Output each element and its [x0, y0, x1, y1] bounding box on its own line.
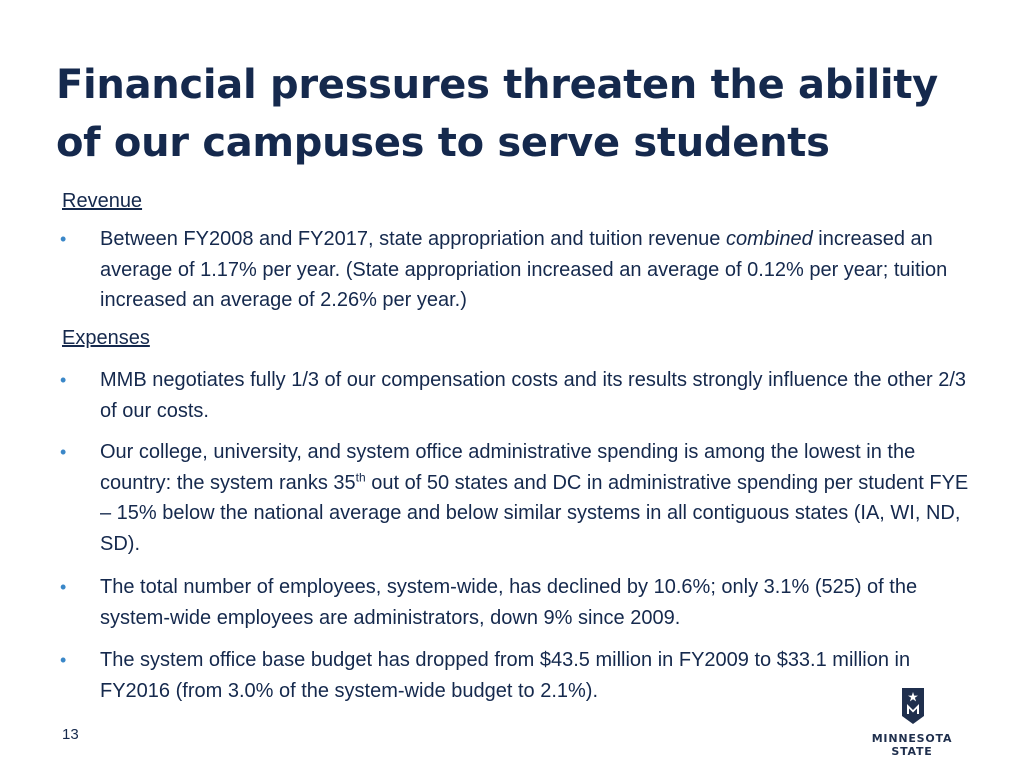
expenses-bullet-4-text: The system office base budget has dropped from $43.5 million in FY2009 to $33.1 million in FY2016 (from 3.0% of the system-wide budget to 2.1%). [100, 649, 911, 702]
minnesota-state-logo-icon [902, 688, 924, 724]
expenses-bullet-2-text-a: Our college, university, and system office administrative spending is among the lowest in the country: the system ranks 35 [100, 441, 916, 494]
expenses-bullet-2 [60, 437, 970, 559]
bullet-icon: • [60, 577, 67, 597]
expenses-heading: Expenses [62, 327, 150, 349]
expenses-bullet-4 [60, 645, 970, 706]
bullet-icon: • [60, 370, 67, 390]
bullet-icon: • [60, 650, 67, 670]
logo-text: MINNESOTA STATE [871, 732, 953, 758]
expenses-bullet-2-text-b: out of 50 states and DC in administrative spending per student FYE – 15% below the national average and below similar systems in all contiguous states (IA, WI, ND, SD). [100, 471, 969, 555]
revenue-heading: Revenue [62, 190, 143, 212]
bullet-icon: • [60, 442, 67, 462]
superscript-th: th [355, 469, 366, 484]
expenses-bullet-1-text: MMB negotiates fully 1/3 of our compensation costs and its results strongly influence the other 2/3 of our costs. [100, 369, 967, 422]
revenue-bullet-1-text-a: Between FY2008 and FY2017, state appropriation and tuition revenue [100, 228, 726, 250]
revenue-bullet-1 [60, 224, 970, 316]
expenses-bullet-3-text: The total number of employees, system-wide, has declined by 10.6%; only 3.1% (525) of the system-wide employees are administrators, down 9% since 2009. [100, 576, 918, 629]
minnesota-state-logo [852, 688, 972, 758]
bullet-icon: • [60, 229, 67, 249]
slide-title: Financial pressures threaten the ability of our campuses to serve students [56, 62, 938, 166]
revenue-bullet-1-text-b: increased an average of 1.17% per year. (State appropriation increased an average of 0.12% per year; tuition increased an average of 2.26% per year.) [100, 228, 948, 311]
expenses-bullet-3 [60, 572, 970, 633]
expenses-bullet-1 [60, 365, 970, 426]
revenue-bullet-1-emphasis: combined [726, 228, 813, 250]
page-number: 13 [62, 726, 79, 743]
